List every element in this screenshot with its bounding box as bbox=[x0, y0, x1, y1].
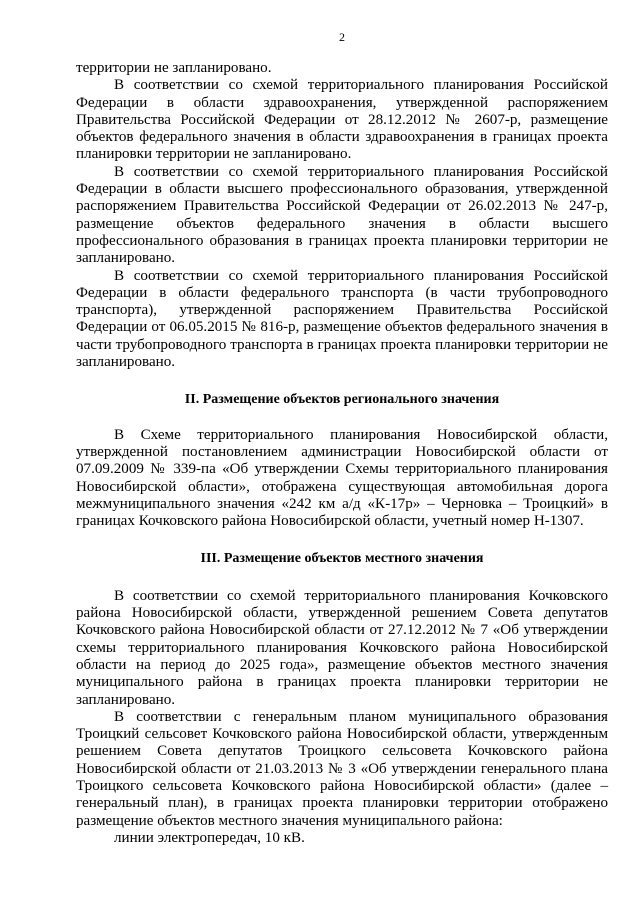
page-number: 2 bbox=[339, 30, 345, 44]
section-heading-local: III. Размещение объектов местного значения bbox=[200, 551, 484, 567]
paragraph-local-district: В соответствии со схемой территориального планирования Кочковского района Новосибирской области, утвержденной решением Совета депутатов Кочковского района Новосибирской области от 27.12.2012 № 7 «Об утверждении схемы территориального планирования Кочковского района Новосибирской области на период до 2025 года», размещение объектов местного значения муниципального района в границах проекта планировки территории не запланировано. bbox=[76, 587, 608, 708]
paragraph-pipeline-transport: В соответствии со схемой территориального планирования Российской Федерации в области федерального транспорта (в части трубопроводного транспорта), утвержденной распоряжением Правительства Российской Федерации от 06.05.2015 № 816-р, размещение объектов федерального значения в части трубопроводного транспорта в границах проекта планировки территории не запланировано. bbox=[76, 267, 608, 371]
paragraph-regional: В Схеме территориального планирования Новосибирской области, утвержденной постановлением администрации Новосибирской области от 07.09.2009 № 339-па «Об утверждении Схемы территориального планирования Новосибирской области», отображена существующая автомобильная дорога межмуниципального значения «242 км а/д «К-17р» – Черновка – Троицкий» в границах Кочковского района Новосибирской области, учетный номер Н-1307. bbox=[76, 426, 608, 530]
list-item-power-lines: линии электропередач, 10 кВ. bbox=[114, 829, 305, 846]
paragraph-healthcare: В соответствии со схемой территориального планирования Российской Федерации в области здравоохранения, утвержденной распоряжением Правительства Российской Федерации от 28.12.2012 № 2607-р, размещение объектов федерального значения в области здравоохранения в границах проекта планировки территории не запланировано. bbox=[76, 77, 608, 163]
section-heading-regional: II. Размещение объектов регионального значения bbox=[184, 392, 500, 408]
document-body bbox=[76, 60, 608, 847]
paragraph-higher-education: В соответствии со схемой территориального планирования Российской Федерации в области высшего профессионального образования, утвержденной распоряжением Правительства Российской Федерации от 26.02.2013 № 247-р, размещение объектов федерального значения в области высшего профессионального образования в границах проекта планировки территории не запланировано. bbox=[76, 163, 608, 267]
paragraph-continuation: территории не запланировано. bbox=[76, 60, 272, 76]
paragraph-general-plan: В соответствии с генеральным планом муниципального образования Троицкий сельсовет Кочковского района Новосибирской области, утвержденным решением Совета депутатов Троицкого сельсовета Кочковского района Новосибирской области от 21.03.2013 № 3 «Об утверждении генерального плана Троицкого сельсовета Кочковского района Новосибирской области» (далее – генеральный план), в границах проекта планировки территории отображено размещение объектов местного значения муниципального района: bbox=[76, 708, 608, 829]
